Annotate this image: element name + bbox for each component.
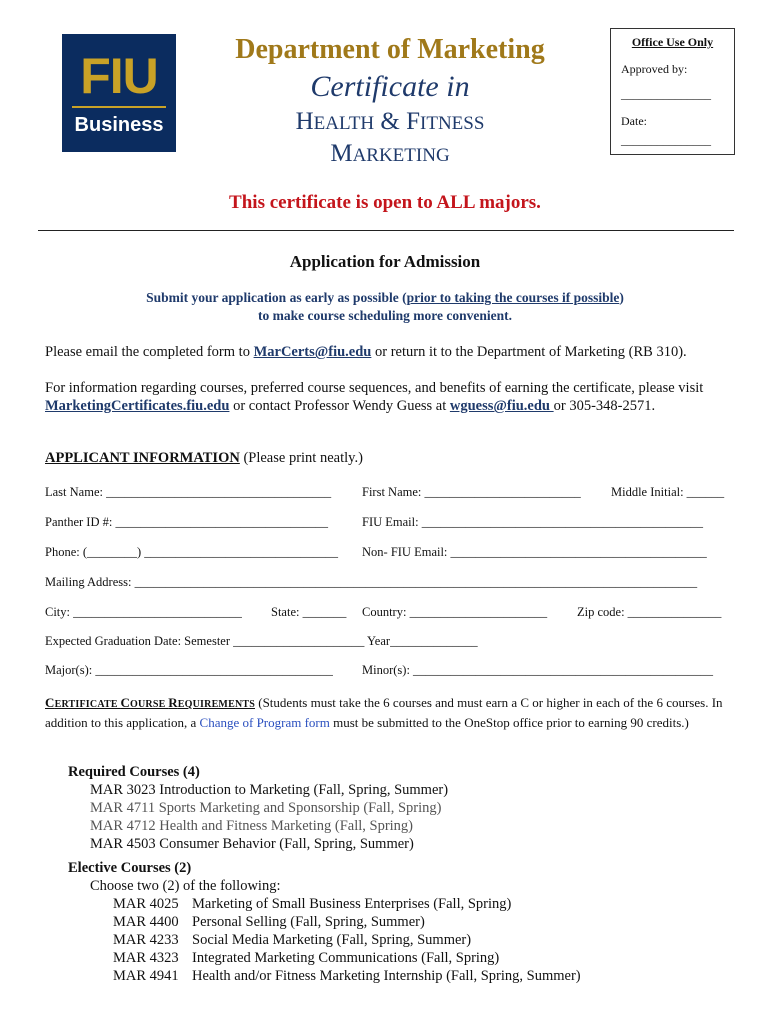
approved-label: Approved by:: [621, 62, 688, 76]
logo-fiu-text: FIU: [80, 48, 158, 104]
smallcaps: EALTH: [313, 113, 375, 134]
change-of-program-link[interactable]: Change of Program form: [199, 715, 330, 730]
department-title: Department of Marketing: [235, 34, 545, 65]
course-code: MAR 4941: [113, 968, 179, 984]
smallcaps: ERTIFICATE: [54, 699, 121, 710]
fiu-email-field[interactable]: FIU Email: _____________________________________________: [362, 515, 703, 529]
course-item: MAR 3023 Introduction to Marketing (Fall, Spring, Summer): [90, 782, 449, 798]
date-label: Date:: [621, 114, 647, 128]
course-name: Health and/or Fitness Marketing Internship (Fall, Spring, Summer): [192, 968, 581, 984]
course-name: Integrated Marketing Communications (Fall, Spring): [192, 950, 500, 966]
certificates-website-link[interactable]: MarketingCertificates.fiu.edu: [45, 398, 230, 414]
amp: &: [374, 108, 407, 135]
mailing-address-field[interactable]: Mailing Address: __________________________________________________________________________________________: [45, 575, 698, 589]
info-text: For information regarding courses, preferred course sequences, and benefits of earning the certificate, please visit: [45, 380, 704, 396]
submit-underlined: prior to taking the courses if possible: [406, 290, 620, 305]
smallcaps: OURSE: [130, 699, 169, 710]
submit-note: [0, 289, 770, 325]
email-paragraph: [45, 343, 735, 361]
certificate-title: Certificate in: [310, 70, 470, 103]
non-fiu-email-field[interactable]: Non- FIU Email: _________________________________________: [362, 545, 707, 559]
date-line: _______________: [621, 133, 711, 147]
smallcaps: ITNESS: [420, 113, 485, 134]
elective-courses: [68, 859, 281, 895]
elective-codes: [113, 895, 183, 985]
applicant-info-heading: [45, 450, 363, 467]
office-use-box: [610, 28, 735, 155]
course-code: MAR 4323: [113, 950, 179, 966]
cap: C: [45, 695, 55, 710]
course-code: MAR 4233: [113, 932, 179, 948]
email-text: or return it to the Department of Marketing (RB 310).: [371, 344, 687, 360]
cap: H: [295, 108, 314, 135]
required-courses: [68, 763, 448, 853]
smallcaps: ARKETING: [352, 145, 450, 166]
elective-choose-note: Choose two (2) of the following:: [90, 878, 281, 894]
state-field[interactable]: State: _______: [271, 605, 347, 619]
panther-id-field[interactable]: Panther ID #: __________________________________: [45, 515, 328, 529]
wguess-email-link[interactable]: wguess@fiu.edu: [449, 398, 554, 414]
info-paragraph: [45, 379, 735, 415]
zip-code-field[interactable]: Zip code: _______________: [577, 605, 722, 619]
certificate-requirements: [45, 694, 735, 732]
city-field[interactable]: City: ___________________________: [45, 605, 242, 619]
info-text: or 305-348-2571.: [553, 398, 656, 414]
phone-field[interactable]: Phone: (________) _______________________________: [45, 545, 339, 559]
minor-field[interactable]: Minor(s): ________________________________________________: [362, 663, 714, 677]
approved-line: _______________: [621, 87, 711, 101]
logo-rule: [72, 106, 166, 108]
middle-initial-field[interactable]: Middle Initial: ______: [611, 485, 725, 499]
submit-text-line2: to make course scheduling more convenient.: [258, 308, 512, 323]
course-name: Social Media Marketing (Fall, Spring, Summer): [192, 932, 472, 948]
info-text: or contact Professor Wendy Guess at: [229, 398, 450, 414]
email-text: Please email the completed form to: [45, 344, 254, 360]
course-code: MAR 4400: [113, 914, 179, 930]
requirements-heading: [45, 695, 255, 710]
first-name-field[interactable]: First Name: _________________________: [362, 485, 581, 499]
cap: R: [168, 695, 178, 710]
course-name: Personal Selling (Fall, Spring, Summer): [192, 914, 425, 930]
elective-courses-heading: Elective Courses (2): [68, 860, 192, 876]
last-name-field[interactable]: Last Name: ____________________________________: [45, 485, 332, 499]
submit-text: ): [619, 290, 624, 305]
divider: [38, 230, 734, 231]
requirements-text: (Students must take the 6 courses and must earn a C or higher in each of the 6 courses. In addition to this application, a: [45, 695, 723, 730]
elective-names: [192, 895, 732, 985]
marcerts-email-link[interactable]: MarCerts@fiu.edu: [253, 344, 372, 360]
required-courses-heading: Required Courses (4): [68, 764, 200, 780]
applicant-info-title: APPLICANT INFORMATION: [45, 450, 240, 466]
major-field[interactable]: Major(s): ______________________________________: [45, 663, 333, 677]
application-heading: Application for Admission: [289, 252, 481, 271]
certificate-name-line1: [200, 108, 580, 136]
cap: M: [330, 140, 353, 167]
fiu-business-logo: [62, 34, 176, 152]
course-code: MAR 4025: [113, 896, 179, 912]
office-use-heading: Office Use Only: [631, 35, 714, 49]
applicant-info-note: (Please print neatly.): [239, 450, 363, 466]
certificate-name-line2: [200, 140, 580, 168]
requirements-text: must be submitted to the OneStop office prior to earning 90 credits.): [329, 715, 689, 730]
submit-text: Submit your application as early as possible (: [146, 290, 407, 305]
cap: C: [120, 695, 131, 710]
graduation-date-field[interactable]: Expected Graduation Date: Semester _____________________ Year______________: [45, 634, 478, 648]
course-item: MAR 4503 Consumer Behavior (Fall, Spring, Summer): [90, 836, 414, 852]
course-item: MAR 4712 Health and Fitness Marketing (Fall, Spring): [90, 818, 414, 834]
open-notice: This certificate is open to ALL majors.: [229, 192, 541, 213]
country-field[interactable]: Country: ______________________: [362, 605, 548, 619]
course-item: MAR 4711 Sports Marketing and Sponsorship (Fall, Spring): [90, 800, 442, 816]
logo-business-text: Business: [74, 114, 164, 136]
smallcaps: EQUIREMENTS: [177, 699, 255, 710]
cap: F: [406, 108, 421, 135]
course-name: Marketing of Small Business Enterprises (Fall, Spring): [192, 896, 512, 912]
